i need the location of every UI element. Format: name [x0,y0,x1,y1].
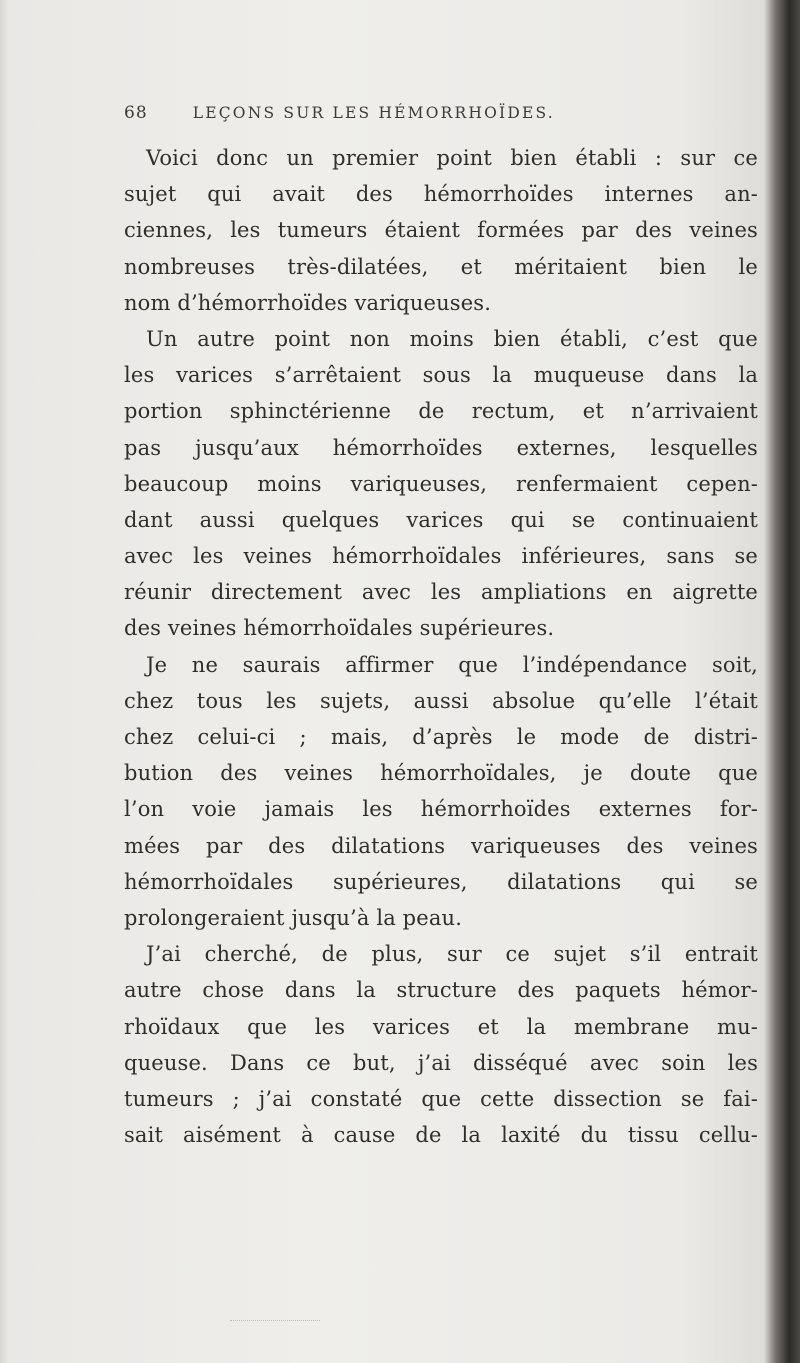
text-line: tumeurs ; j’ai constaté que cette dissection se fai- [124,1086,758,1111]
print-smudge [230,1320,320,1329]
text-line: mées par des dilatations variqueuses des veines [124,833,758,858]
text-line: Voici donc un premier point bien établi : sur ce [146,146,758,170]
page-edge-shadow [764,0,800,1363]
body-text [124,140,758,1153]
text-line: dant aussi quelques varices qui se continuaient [124,507,758,532]
text-line: pas jusqu’aux hémorrhoïdes externes, lesquelles [124,435,758,460]
page-header [124,103,724,123]
text-line: des veines hémorrhoïdales supérieures. [124,616,555,641]
text-line: J’ai cherché, de plus, sur ce sujet s’il entrait [146,942,758,967]
text-line: sujet qui avait des hémorrhoïdes internes an- [124,182,758,207]
text-line: prolongeraient jusqu’à la peau. [124,905,463,930]
text-line: beaucoup moins variqueuses, renfermaient cepen- [124,471,758,496]
page-gutter [0,0,8,1363]
text-line: autre chose dans la structure des paquets hémor- [124,978,758,1003]
text-line: hémorrhoïdales supérieures, dilatations qui se [124,869,758,894]
text-line: avec les veines hémorrhoïdales inférieures, sans se [124,544,758,569]
text-line: chez tous les sujets, aussi absolue qu’elle l’était [124,688,758,713]
text-line: rhoïdaux que les varices et la membrane mu- [124,1014,758,1039]
text-line: Je ne saurais affirmer que l’indépendance soit, [146,652,758,677]
text-line: bution des veines hémorrhoïdales, je doute que [124,761,758,786]
page-number: 68 [124,103,148,123]
text-line: Un autre point non moins bien établi, c’est que [146,326,758,351]
text-line: réunir directement avec les ampliations en aigrette [124,580,758,605]
running-head: LEÇONS SUR LES HÉMORRHOÏDES. [192,104,555,122]
text-line: l’on voie jamais les hémorrhoïdes externes for- [124,797,758,822]
text-line: les varices s’arrêtaient sous la muqueuse dans la [124,363,758,388]
text-line: sait aisément à cause de la laxité du tissu cellu- [124,1123,758,1148]
text-line: nombreuses très-dilatées, et méritaient bien le [124,254,758,279]
text-line: ciennes, les tumeurs étaient formées par des veines [124,218,758,243]
text-line: queuse. Dans ce but, j’ai disséqué avec soin les [124,1050,758,1075]
text-line: nom d’hémorrhoïdes variqueuses. [124,290,492,315]
text-line: portion sphinctérienne de rectum, et n’arrivaient [124,399,758,424]
text-line: chez celui-ci ; mais, d’après le mode de distri- [124,725,758,749]
